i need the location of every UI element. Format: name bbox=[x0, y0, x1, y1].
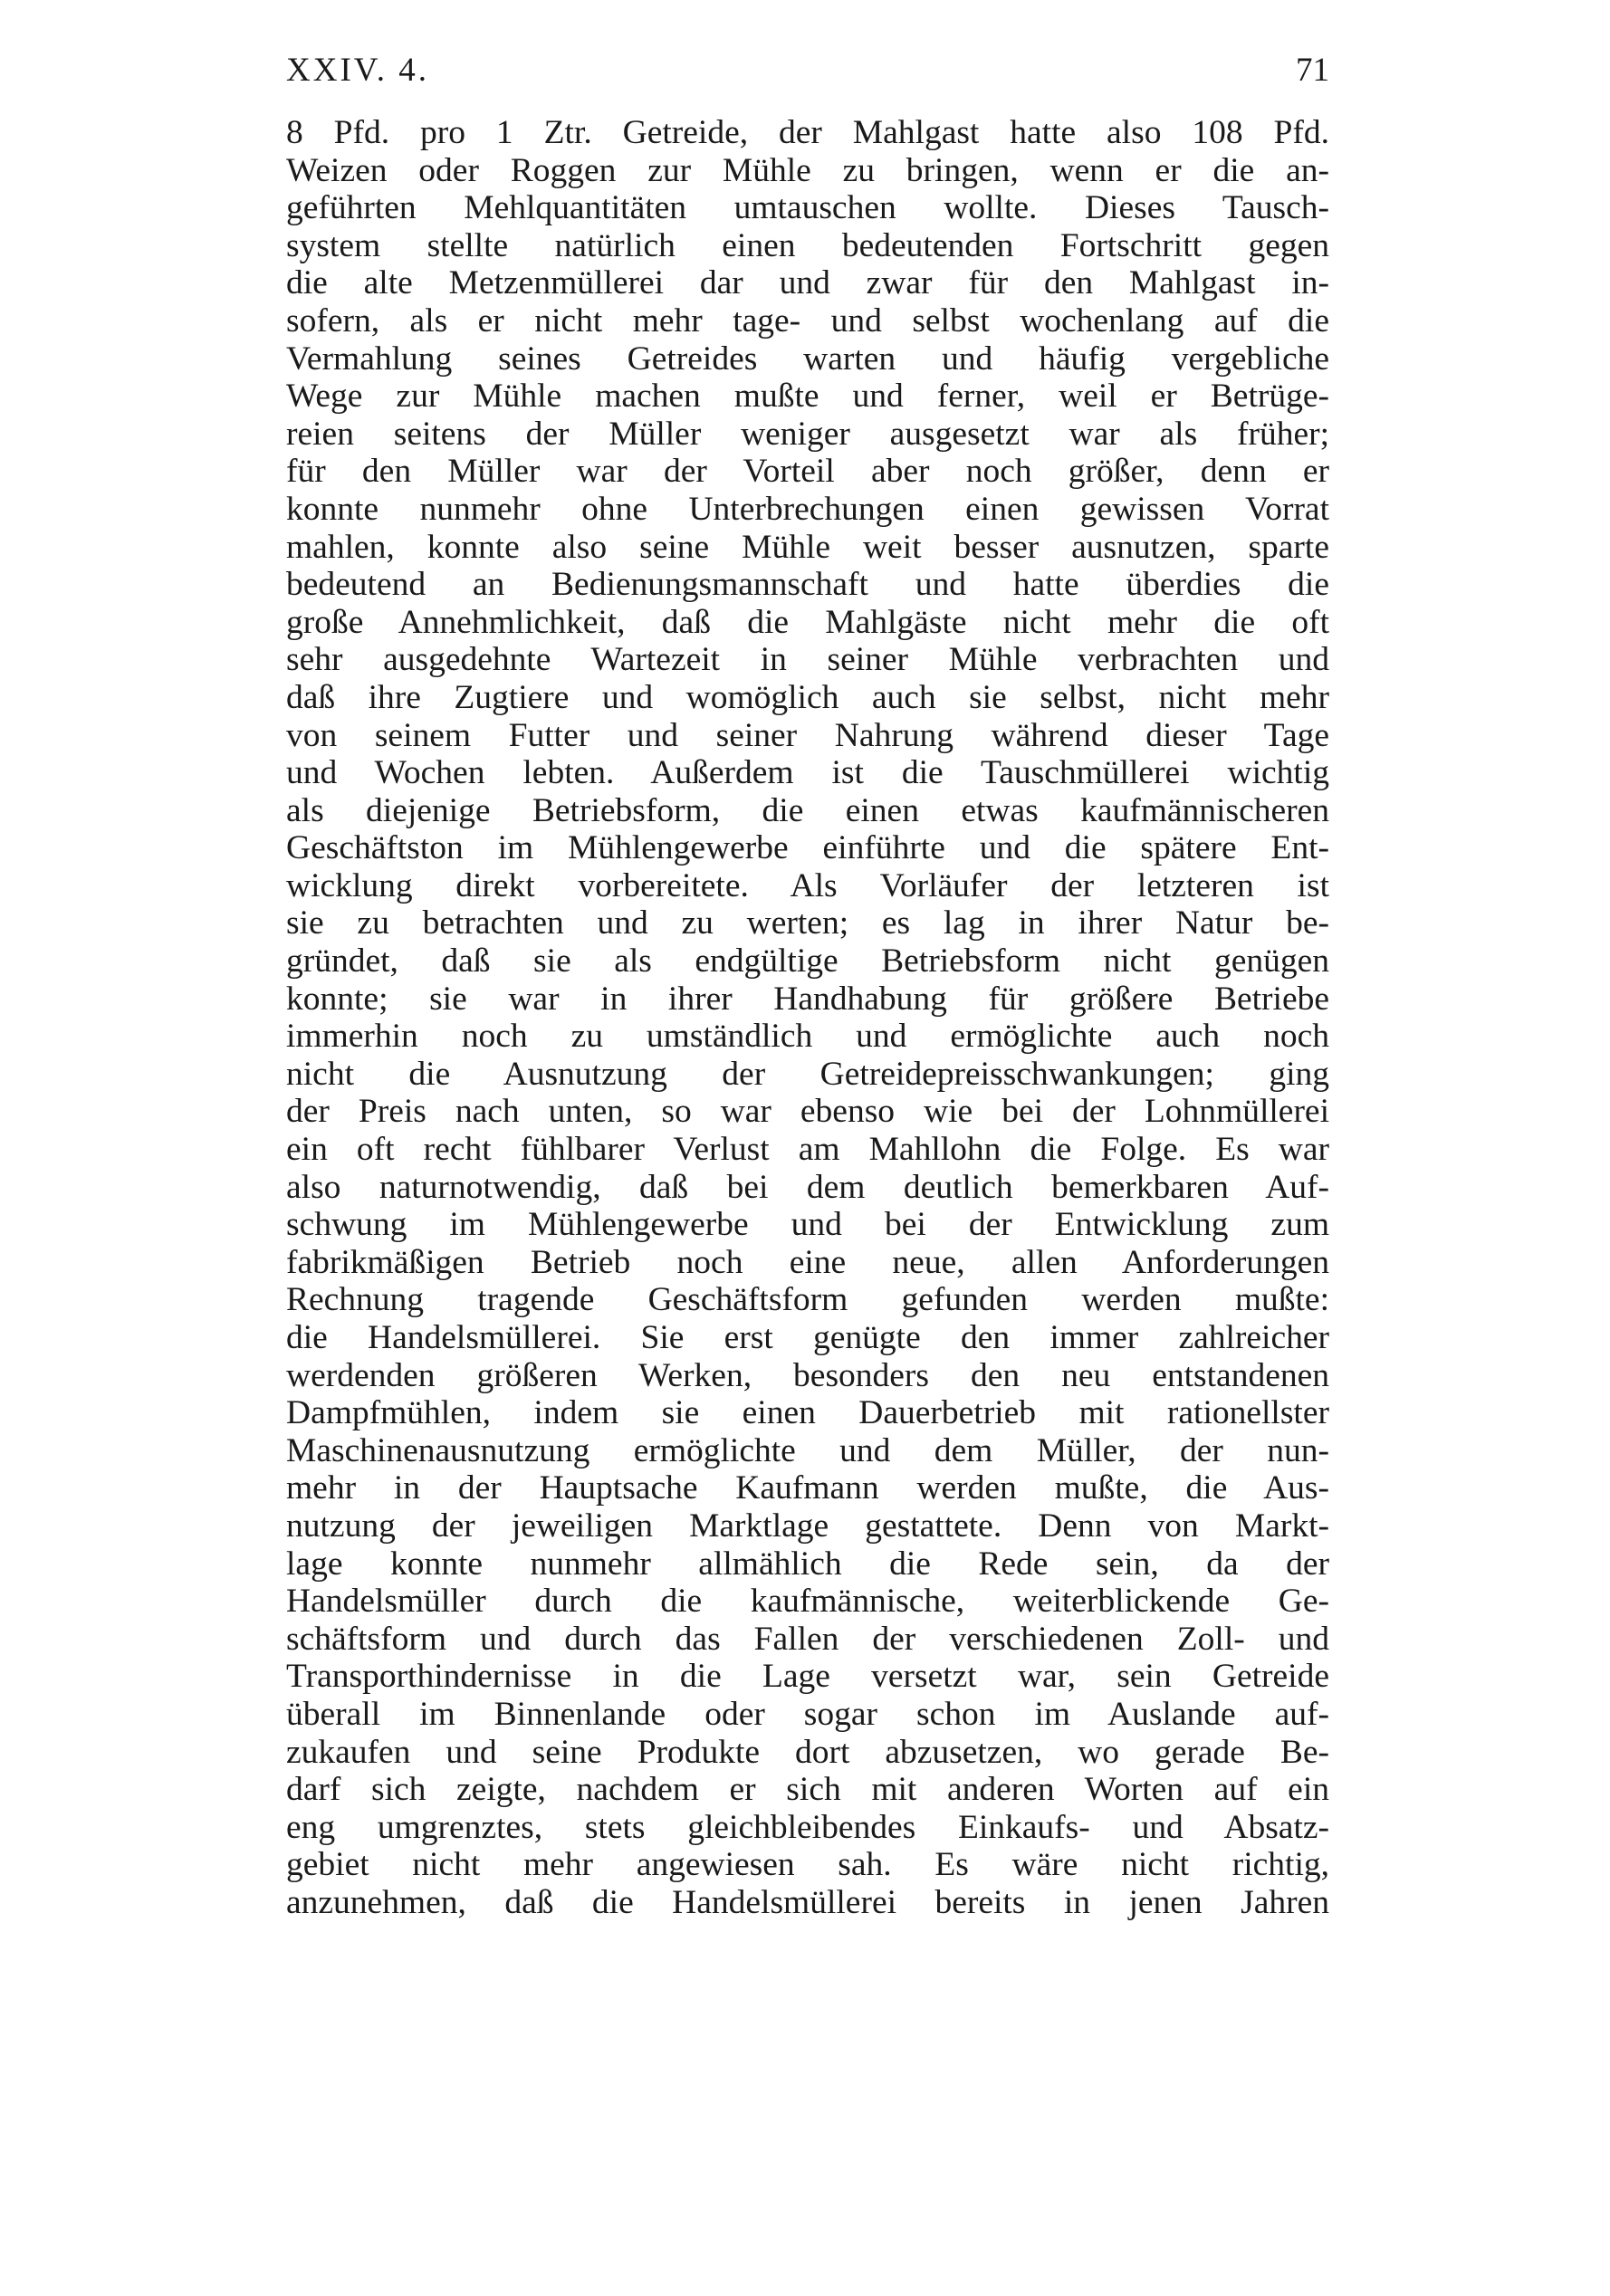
text-line: konnte nunmehr ohne Unterbrechungen einen gewissen Vorrat bbox=[286, 490, 1329, 528]
text-line: daß ihre Zugtiere und womöglich auch sie selbst, nicht mehr bbox=[286, 678, 1329, 716]
text-line: Transporthindernisse in die Lage versetzt war, sein Getreide bbox=[286, 1658, 1329, 1696]
text-line: 8 Pfd. pro 1 Ztr. Getreide, der Mahlgast hatte also 108 Pfd. bbox=[286, 114, 1329, 151]
text-line: die alte Metzenmüllerei dar und zwar für den Mahlgast in- bbox=[286, 264, 1329, 302]
text-line: lage konnte nunmehr allmählich die Rede sein, da der bbox=[286, 1545, 1329, 1583]
text-line: große Annehmlichkeit, daß die Mahlgäste nicht mehr die oft bbox=[286, 603, 1329, 641]
text-line: fabrikmäßigen Betrieb noch eine neue, allen Anforderungen bbox=[286, 1243, 1329, 1281]
text-line: ein oft recht fühlbarer Verlust am Mahllohn die Folge. Es war bbox=[286, 1131, 1329, 1169]
text-line: reien seitens der Müller weniger ausgesetzt war als früher; bbox=[286, 415, 1329, 453]
text-line: und Wochen lebten. Außerdem ist die Tauschmüllerei wichtig bbox=[286, 754, 1329, 792]
text-line: sie zu betrachten und zu werten; es lag in ihrer Natur be- bbox=[286, 904, 1329, 942]
text-line: darf sich zeigte, nachdem er sich mit anderen Worten auf ein bbox=[286, 1771, 1329, 1809]
text-line: schäftsform und durch das Fallen der verschiedenen Zoll- und bbox=[286, 1620, 1329, 1658]
text-line: immerhin noch zu umständlich und ermöglichte auch noch bbox=[286, 1018, 1329, 1056]
text-line: anzunehmen, daß die Handelsmüllerei bereits in jenen Jahren bbox=[286, 1883, 1329, 1921]
text-line: also naturnotwendig, daß bei dem deutlich bemerkbaren Auf- bbox=[286, 1168, 1329, 1206]
text-line: system stellte natürlich einen bedeutenden Fortschritt gegen bbox=[286, 226, 1329, 264]
text-line: wicklung direkt vorbereitete. Als Vorläufer der letzteren ist bbox=[286, 866, 1329, 904]
text-line: Weizen oder Roggen zur Mühle zu bringen, wenn er die an- bbox=[286, 151, 1329, 189]
text-line: Vermahlung seines Getreides warten und häufig vergebliche bbox=[286, 340, 1329, 378]
text-line: Handelsmüller durch die kaufmännische, weiterblickende Ge- bbox=[286, 1583, 1329, 1621]
text-line: gründet, daß sie als endgültige Betriebsform nicht genügen bbox=[286, 942, 1329, 981]
text-line: geführten Mehlquantitäten umtauschen wollte. Dieses Tausch- bbox=[286, 189, 1329, 227]
text-line: die Handelsmüllerei. Sie erst genügte den immer zahlreicher bbox=[286, 1319, 1329, 1356]
text-line: konnte; sie war in ihrer Handhabung für größere Betriebe bbox=[286, 980, 1329, 1018]
text-line: bedeutend an Bedienungsmannschaft und hatte überdies die bbox=[286, 566, 1329, 604]
text-line: gebiet nicht mehr angewiesen sah. Es wäre nicht richtig, bbox=[286, 1846, 1329, 1884]
text-line: Maschinenausnutzung ermöglichte und dem Müller, der nun- bbox=[286, 1431, 1329, 1469]
text-line: Wege zur Mühle machen mußte und ferner, weil er Betrüge- bbox=[286, 378, 1329, 416]
text-line: Geschäftston im Mühlengewerbe einführte und die spätere Ent- bbox=[286, 829, 1329, 867]
text-line: zukaufen und seine Produkte dort abzusetzen, wo gerade Be- bbox=[286, 1733, 1329, 1771]
text-line: von seinem Futter und seiner Nahrung während dieser Tage bbox=[286, 716, 1329, 754]
body-text bbox=[286, 114, 1329, 1922]
text-line: werdenden größeren Werken, besonders den neu entstandenen bbox=[286, 1356, 1329, 1394]
text-line: nutzung der jeweiligen Marktlage gestattete. Denn von Markt- bbox=[286, 1507, 1329, 1545]
page-number: 71 bbox=[1296, 52, 1329, 89]
section-reference: XXIV. 4. bbox=[286, 52, 429, 89]
text-line: als diejenige Betriebsform, die einen etwas kaufmännischeren bbox=[286, 791, 1329, 829]
text-line: sehr ausgedehnte Wartezeit in seiner Mühle verbrachten und bbox=[286, 641, 1329, 679]
text-line: mahlen, konnte also seine Mühle weit besser ausnutzen, sparte bbox=[286, 528, 1329, 566]
text-line: für den Müller war der Vorteil aber noch größer, denn er bbox=[286, 453, 1329, 491]
text-line: überall im Binnenlande oder sogar schon im Auslande auf- bbox=[286, 1695, 1329, 1733]
text-line: eng umgrenztes, stets gleichbleibendes Einkaufs- und Absatz- bbox=[286, 1808, 1329, 1846]
text-line: nicht die Ausnutzung der Getreidepreisschwankungen; ging bbox=[286, 1055, 1329, 1093]
text-line: Dampfmühlen, indem sie einen Dauerbetrieb mit rationellster bbox=[286, 1394, 1329, 1432]
running-head bbox=[286, 47, 1329, 94]
text-line: mehr in der Hauptsache Kaufmann werden mußte, die Aus- bbox=[286, 1469, 1329, 1507]
text-line: der Preis nach unten, so war ebenso wie bei der Lohnmüllerei bbox=[286, 1093, 1329, 1131]
text-line: Rechnung tragende Geschäftsform gefunden werden mußte: bbox=[286, 1281, 1329, 1319]
text-line: sofern, als er nicht mehr tage- und selbst wochenlang auf die bbox=[286, 301, 1329, 340]
text-line: schwung im Mühlengewerbe und bei der Entwicklung zum bbox=[286, 1206, 1329, 1244]
